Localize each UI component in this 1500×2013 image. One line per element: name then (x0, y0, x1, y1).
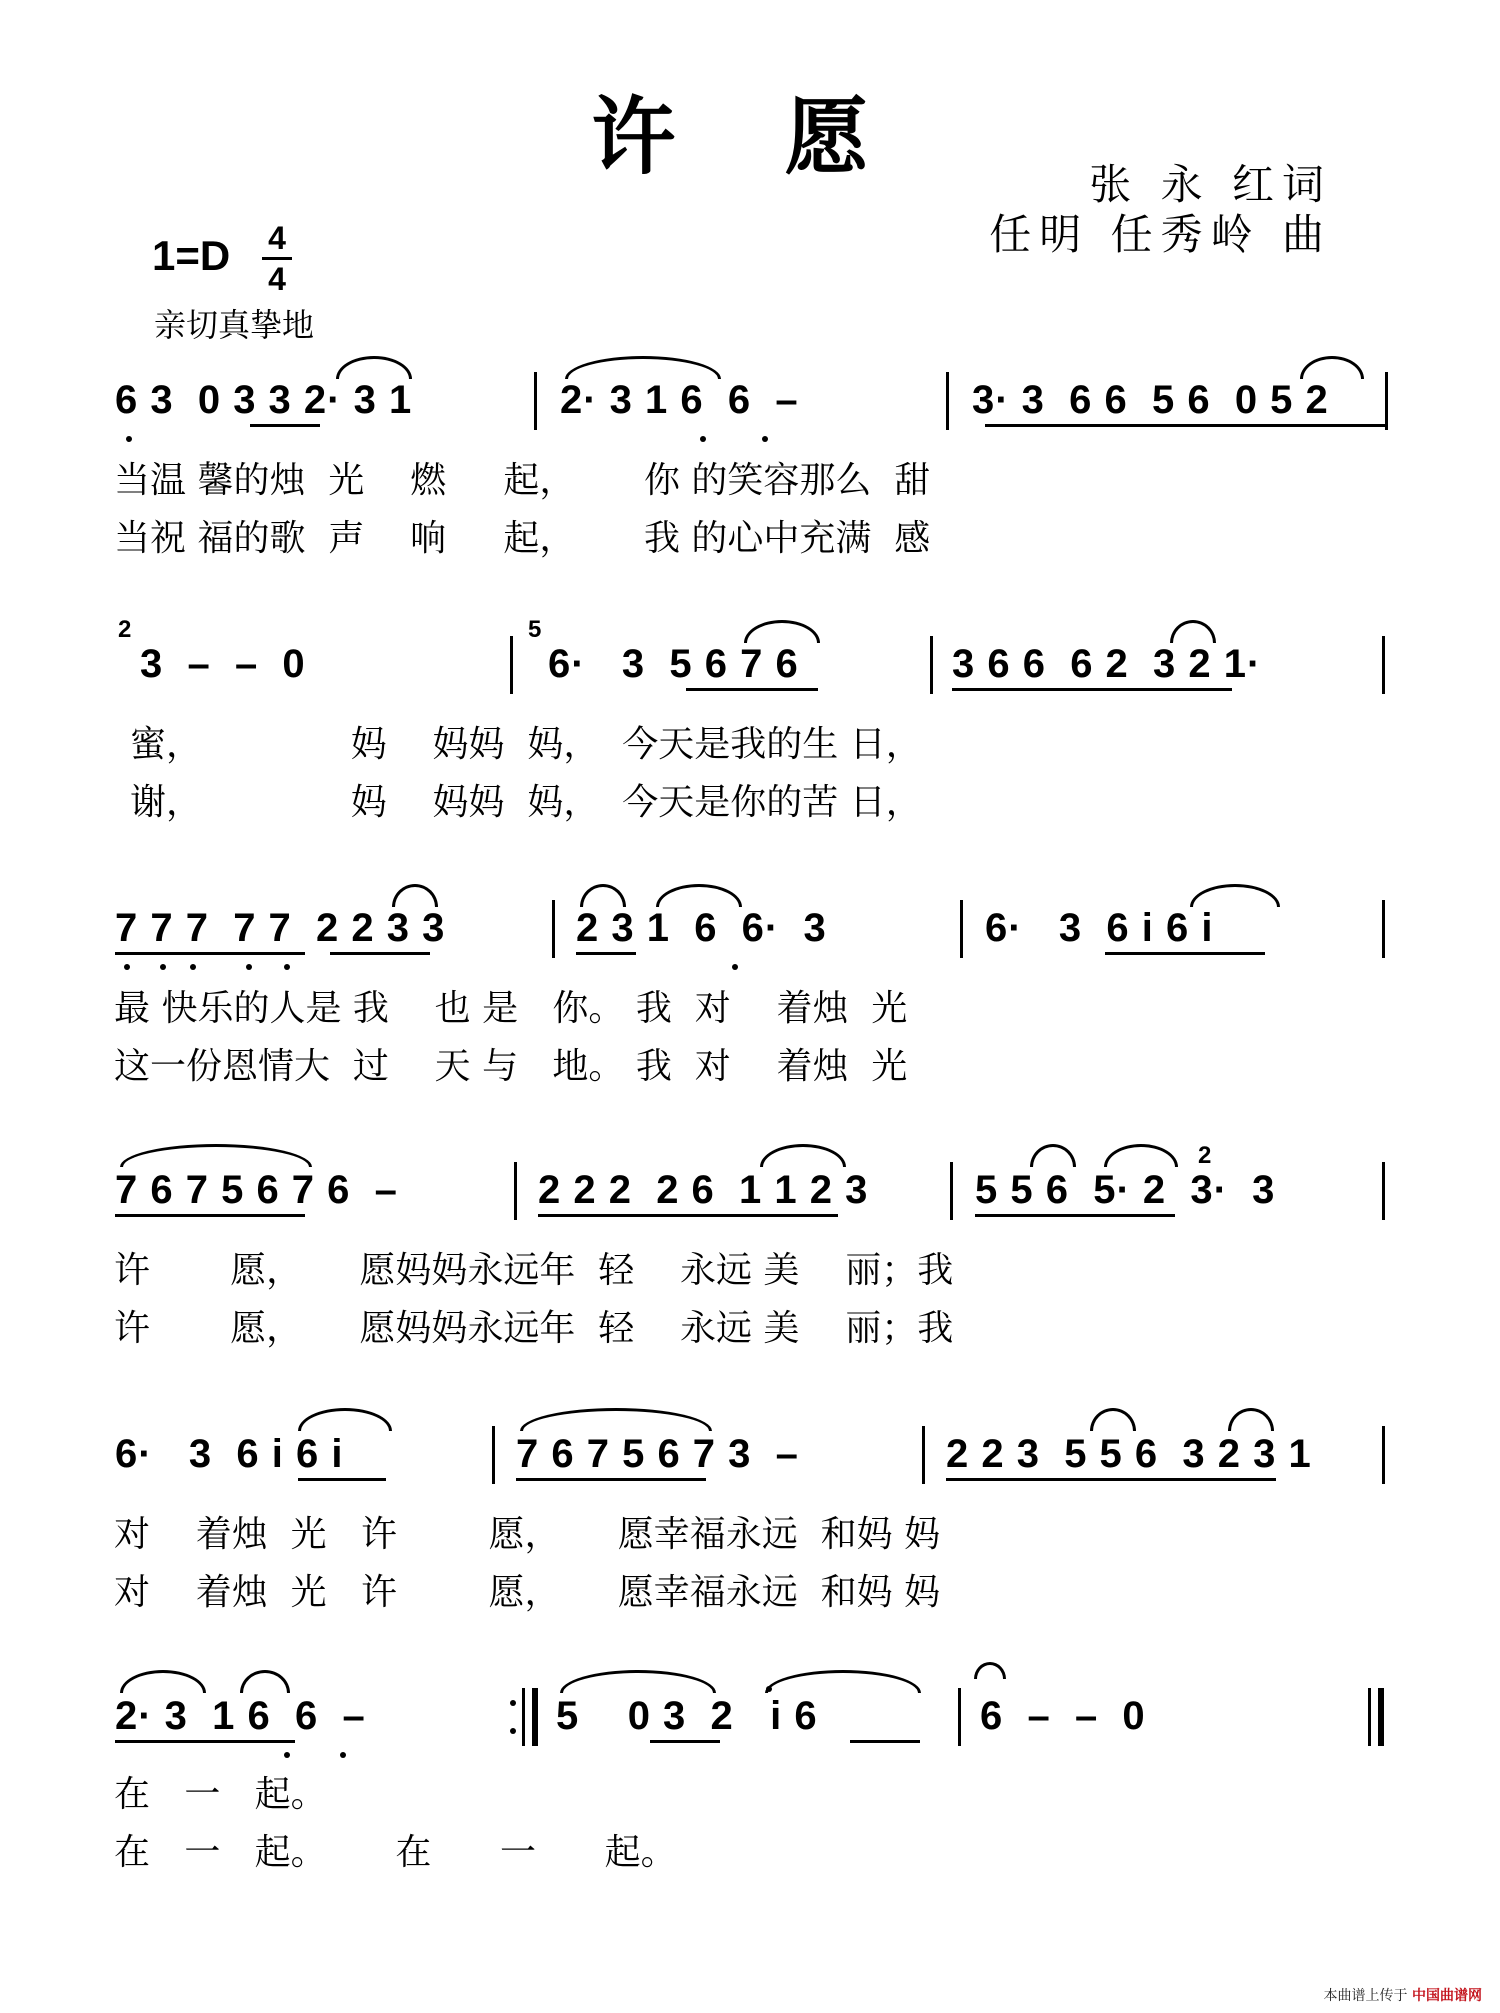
song-title: 许 愿 (591, 87, 909, 186)
lyric-verse-1: 许 愿， 愿妈妈永远年 轻 永远 美 丽；我 (114, 1250, 954, 1291)
fermata-icon (974, 1662, 1006, 1679)
grace-note: 5 (528, 616, 542, 643)
time-signature-top: 4 (268, 220, 286, 256)
slur (1170, 620, 1216, 643)
measure-notes: 6· 3 5 6 7 6 (548, 642, 799, 686)
lyric-verse-2: 这一份恩情大 过 天 与 地。 我 对 着烛 光 (114, 1046, 908, 1087)
underline (952, 688, 1232, 691)
time-signature-bottom: 4 (268, 261, 286, 297)
repeat-end-barline-thick (532, 1688, 538, 1746)
lyric-verse-1: 对 着烛 光 许 愿， 愿幸福永远 和妈 妈 (114, 1514, 941, 1555)
barline (946, 372, 949, 430)
low-octave-dot (160, 964, 166, 970)
slur (120, 1670, 206, 1693)
slur (580, 884, 626, 907)
slur (392, 884, 438, 907)
barline (552, 900, 555, 958)
underline (250, 424, 320, 427)
measure-notes: 2 3 1 6 6· 3 (576, 906, 827, 950)
slur (1190, 884, 1280, 907)
footer-brand-link[interactable]: 中国曲谱网 (1412, 1988, 1482, 2004)
underline (298, 1478, 386, 1481)
low-octave-dot (124, 964, 130, 970)
underline (115, 1740, 295, 1743)
high-octave-dot (766, 1686, 772, 1692)
underline (850, 1740, 920, 1743)
barline (958, 1688, 961, 1746)
underline (686, 688, 818, 691)
slur (1228, 1408, 1274, 1431)
lyricist-credit: 张 永 红词 (1089, 160, 1332, 209)
time-signature-line (262, 257, 292, 260)
measure-notes: 5 5 6 5· 2 3· 3 (975, 1168, 1276, 1212)
slur (1104, 1144, 1178, 1167)
barline (1382, 900, 1385, 958)
slur (1030, 1144, 1076, 1167)
slur (560, 1670, 716, 1693)
tempo-marking: 亲切真挚地 (154, 306, 315, 344)
lyric-verse-2: 谢， 妈 妈妈 妈， 今天是你的苦 日， (130, 782, 922, 823)
slur (656, 884, 742, 907)
low-octave-dot (340, 1752, 346, 1758)
measure-notes: 7 6 7 5 6 7 3 – (516, 1432, 799, 1476)
slur (760, 1144, 846, 1167)
measure-notes: 6 – – 0 (980, 1694, 1146, 1738)
lyric-verse-1: 当温 馨的烛 光 燃 起， 你 的笑容那么 甜 (114, 460, 931, 501)
low-octave-dot (126, 436, 132, 442)
barline (1385, 372, 1388, 430)
barline (492, 1426, 495, 1484)
barline (514, 1162, 517, 1220)
measure-notes: 7 6 7 5 6 7 6 – (115, 1168, 398, 1212)
final-barline (1368, 1688, 1371, 1746)
barline (1382, 1162, 1385, 1220)
measure-notes: 3 6 6 6 2 3 2 1· (952, 642, 1262, 686)
underline (115, 1214, 305, 1217)
key-signature: 1=D (152, 232, 231, 279)
slur (240, 1670, 290, 1693)
low-octave-dot (284, 1752, 290, 1758)
measure-notes: 2 2 3 5 5 6 3 2 3 1 (946, 1432, 1312, 1476)
lyric-verse-1: 在 一 起。 (114, 1774, 327, 1815)
underline (330, 952, 430, 955)
measure-notes: 2· 3 1 6 6 – (560, 378, 799, 422)
barline (510, 636, 513, 694)
barline (534, 372, 537, 430)
measure-notes: 3 – – 0 (140, 642, 306, 686)
slur (744, 620, 820, 643)
lyric-verse-2: 对 着烛 光 许 愿， 愿幸福永远 和妈 妈 (114, 1572, 941, 1613)
slur (298, 1408, 392, 1431)
source-footer (1324, 1985, 1482, 2005)
barline (960, 900, 963, 958)
underline (538, 1214, 838, 1217)
barline (1382, 1426, 1385, 1484)
low-octave-dot (246, 964, 252, 970)
lyric-verse-2: 当祝 福的歌 声 响 起， 我 的心中充满 感 (114, 518, 931, 559)
measure-notes: 6· 3 6 i 6 i (985, 906, 1214, 950)
slur (336, 356, 412, 379)
lyric-verse-1: 蜜， 妈 妈妈 妈， 今天是我的生 日， (130, 724, 922, 765)
measure-notes: 6· 3 6 i 6 i (115, 1432, 344, 1476)
grace-note: 2 (1198, 1142, 1212, 1169)
time-signature (262, 220, 292, 297)
slur (1090, 1408, 1136, 1431)
underline (650, 1740, 720, 1743)
low-octave-dot (732, 964, 738, 970)
measure-notes: 2 2 2 2 6 1 1 2 3 (538, 1168, 869, 1212)
underline (516, 1478, 706, 1481)
slur (1300, 356, 1364, 379)
barline (950, 1162, 953, 1220)
low-octave-dot (700, 436, 706, 442)
low-octave-dot (190, 964, 196, 970)
barline (1382, 636, 1385, 694)
repeat-end-barline (522, 1688, 525, 1746)
lyric-verse-2: 许 愿， 愿妈妈永远年 轻 永远 美 丽；我 (114, 1308, 954, 1349)
underline (985, 424, 1385, 427)
slur (520, 1408, 712, 1431)
measure-notes: 5 0 3 2 i 6 (556, 1694, 818, 1738)
measure-notes: 6 3 0 3 3 2· 3 1 (115, 378, 413, 422)
slur (120, 1144, 312, 1167)
lyric-verse-1: 最 快乐的人是 我 也 是 你。 我 对 着烛 光 (114, 988, 908, 1029)
footer-prefix: 本曲谱上传于 (1323, 1988, 1408, 2004)
repeat-dot (510, 1728, 516, 1734)
grace-note: 2 (118, 616, 132, 643)
measure-notes: 7 7 7 7 7 2 2 3 3 (115, 906, 446, 950)
underline (576, 952, 636, 955)
underline (115, 952, 305, 955)
measure-notes: 2· 3 1 6 6 – (115, 1694, 366, 1738)
measure-notes: 3· 3 6 6 5 6 0 5 2 (972, 378, 1329, 422)
low-octave-dot (762, 436, 768, 442)
repeat-dot (510, 1700, 516, 1706)
slur (765, 1670, 921, 1693)
slur (565, 356, 721, 379)
low-octave-dot (284, 964, 290, 970)
barline (930, 636, 933, 694)
final-barline-thick (1378, 1688, 1384, 1746)
underline (946, 1478, 1276, 1481)
underline (975, 1214, 1175, 1217)
composer-credit: 任明 任秀岭 曲 (989, 210, 1332, 259)
underline (1105, 952, 1265, 955)
barline (922, 1426, 925, 1484)
lyric-verse-2: 在 一 起。 在 一 起。 (114, 1832, 677, 1873)
